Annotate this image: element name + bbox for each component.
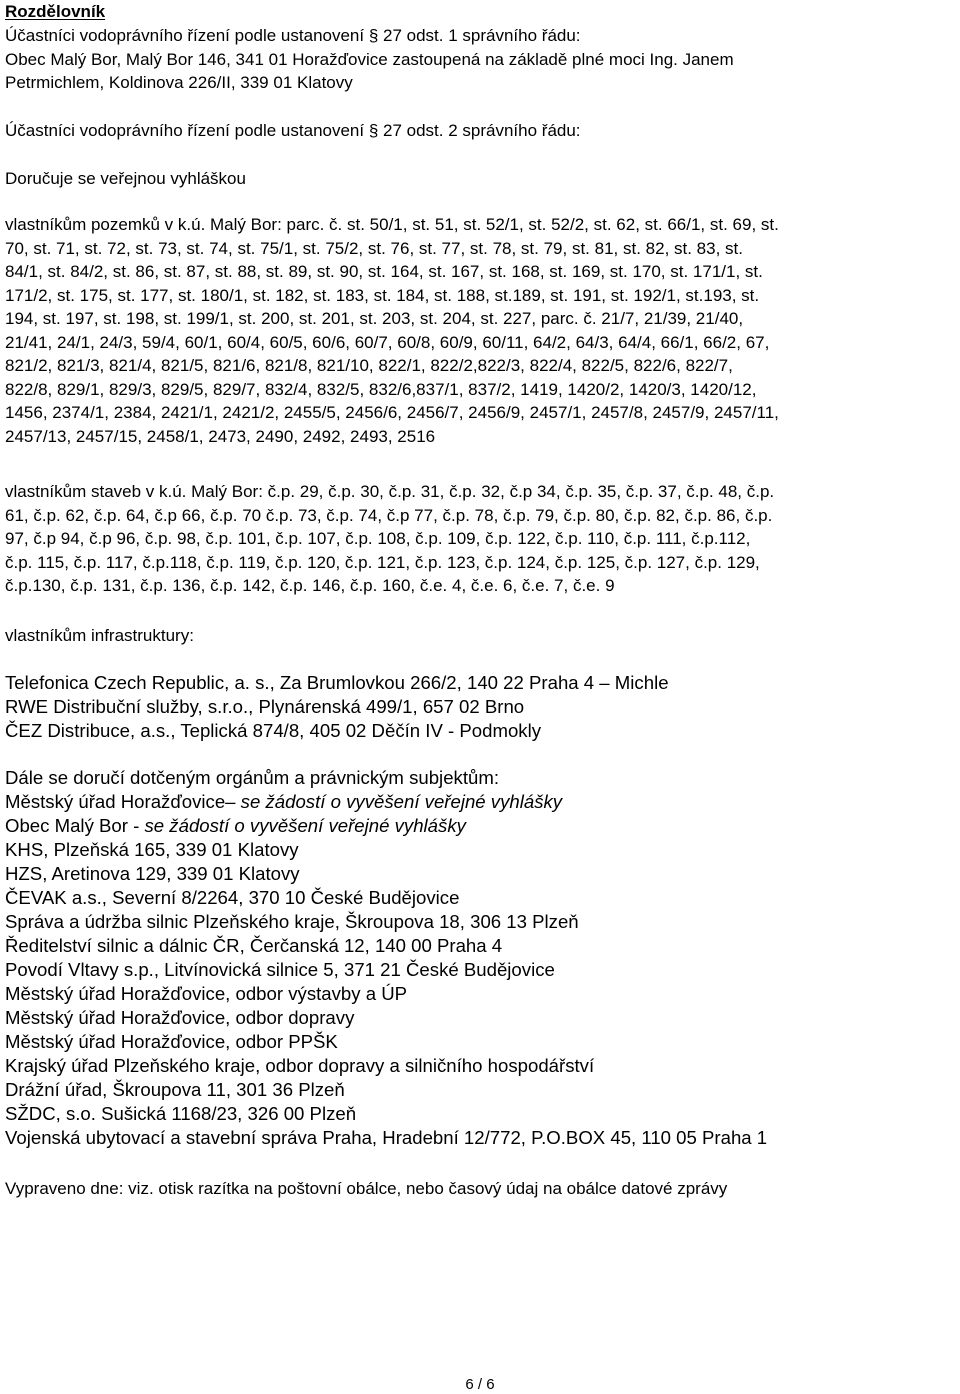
building-line: 61, č.p. 62, č.p. 64, č.p 66, č.p. 70 č.p. 73, č.p. 74, č.p 77, č.p. 78, č.p. 79, č.p. 80, č.p. 82, č.p. 86, č.p. <box>5 505 773 525</box>
infrastructure-owner: Telefonica Czech Republic, a. s., Za Brumlovkou 266/2, 140 22 Praha 4 – Michle <box>5 672 669 693</box>
page-number: 6 / 6 <box>465 1376 495 1393</box>
authority-line: Krajský úřad Plzeňského kraje, odbor dopravy a silničního hospodářství <box>5 1055 595 1076</box>
parcel-line: 1456, 2374/1, 2384, 2421/1, 2421/2, 2455/5, 2456/6, 2456/7, 2456/9, 2457/1, 2457/8, 2457/9, 2457/11, <box>5 403 779 422</box>
authority-line: Vojenská ubytovací a stavební správa Praha, Hradební 12/772, P.O.BOX 45, 110 05 Praha 1 <box>5 1127 768 1148</box>
infrastructure-owner: ČEZ Distribuce, a.s., Teplická 874/8, 405 02 Děčín IV - Podmokly <box>5 720 542 741</box>
infrastructure-owner: RWE Distribuční služby, s.r.o., Plynárenská 499/1, 657 02 Brno <box>5 696 525 717</box>
building-line: vlastníkům staveb v k.ú. Malý Bor: č.p. 29, č.p. 30, č.p. 31, č.p. 32, č.p 34, č.p. 35, č.p. 37, č.p. 48, č.p. <box>5 482 775 501</box>
participants-par1-block <box>5 24 734 95</box>
infrastructure-heading: vlastníkům infrastruktury: <box>5 626 194 645</box>
authority-obec-maly-bor <box>5 814 767 838</box>
heading: Rozdělovník <box>5 2 106 21</box>
parcel-line: 70, st. 71, st. 72, st. 73, st. 74, st. 75/1, st. 75/2, st. 76, st. 77, st. 78, st. 79, st. 81, st. 82, st. 83, st. <box>5 238 743 258</box>
parcel-line: 2457/13, 2457/15, 2458/1, 2473, 2490, 2492, 2493, 2516 <box>5 426 436 446</box>
parcel-line: 84/1, st. 84/2, st. 86, st. 87, st. 88, st. 89, st. 90, st. 164, st. 167, st. 168, st. 169, st. 170, st. 171/1, st. <box>5 262 763 281</box>
authorities-heading: Dále se doručí dotčeným orgánům a právnickým subjektům: <box>5 767 499 788</box>
authority-line: Správa a údržba silnic Plzeňského kraje, Škroupova 18, 306 13 Plzeň <box>5 911 579 932</box>
authority-line: SŽDC, s.o. Sušická 1168/23, 326 00 Plzeň <box>5 1103 357 1124</box>
authority-name: Obec Malý Bor - <box>5 815 145 836</box>
participants-par2-line: Účastníci vodoprávního řízení podle ustanovení § 27 odst. 2 správního řádu: <box>5 121 581 140</box>
authority-line: Městský úřad Horažďovice, odbor dopravy <box>5 1007 355 1028</box>
authority-line: Ředitelství silnic a dálnic ČR, Čerčanská 12, 140 00 Praha 4 <box>5 935 503 956</box>
representative-line: Petrmichlem, Koldinova 226/II, 339 01 Klatovy <box>5 73 353 92</box>
parcel-line: 821/2, 821/3, 821/4, 821/5, 821/6, 821/8, 821/10, 822/1, 822/2,822/3, 822/4, 822/5, 822/6, 822/7, <box>5 356 733 375</box>
building-line: č.p.130, č.p. 131, č.p. 136, č.p. 142, č.p. 146, č.p. 160, č.e. 4, č.e. 6, č.e. 7, č.e. 9 <box>5 576 615 595</box>
building-line: č.p. 115, č.p. 117, č.p.118, č.p. 119, č.p. 120, č.p. 121, č.p. 123, č.p. 124, č.p. 125, č.p. 127, č.p. 129, <box>5 552 760 572</box>
authority-line: Drážní úřad, Škroupova 11, 301 36 Plzeň <box>5 1079 345 1100</box>
authority-line: Městský úřad Horažďovice, odbor výstavby a ÚP <box>5 983 408 1004</box>
parcel-owners-block <box>5 213 779 448</box>
parcel-line: 21/41, 24/1, 24/3, 59/4, 60/1, 60/4, 60/5, 60/6, 60/7, 60/8, 60/9, 60/11, 64/2, 64/3, 64/4, 66/1, 66/2, 67, <box>5 332 770 352</box>
building-line: 97, č.p 94, č.p 96, č.p. 98, č.p. 101, č.p. 107, č.p. 108, č.p. 109, č.p. 122, č.p. 110, č.p. 111, č.p.112, <box>5 529 751 548</box>
participants-par1-line: Účastníci vodoprávního řízení podle ustanovení § 27 odst. 1 správního řádu: <box>5 26 581 45</box>
authority-line: Povodí Vltavy s.p., Litvínovická silnice 5, 371 21 České Budějovice <box>5 959 555 980</box>
parcel-line: 171/2, st. 175, st. 177, st. 180/1, st. 182, st. 183, st. 184, st. 188, st.189, st. 191, st. 192/1, st.193, st. <box>5 285 760 305</box>
authority-mu-horazdovice <box>5 790 767 814</box>
posting-request-note: se žádostí o vyvěšení veřejné vyhlášky <box>144 815 466 836</box>
infrastructure-list <box>5 671 669 743</box>
authority-line: KHS, Plzeňská 165, 339 01 Klatovy <box>5 839 299 860</box>
authorities-block <box>5 766 767 1150</box>
parcel-line: vlastníkům pozemků v k.ú. Malý Bor: parc. č. st. 50/1, st. 51, st. 52/1, st. 52/2, st. 62, st. 66/1, st. 69, st. <box>5 215 779 234</box>
parcel-line: 194, st. 197, st. 198, st. 199/1, st. 200, st. 201, st. 203, st. 204, st. 227, parc. č. 21/7, 21/39, 21/40, <box>5 309 744 328</box>
authority-line: Městský úřad Horažďovice, odbor PPŠK <box>5 1031 338 1052</box>
authority-line: HZS, Aretinova 129, 339 01 Klatovy <box>5 863 300 884</box>
posting-request-note: – se žádostí o vyvěšení veřejné vyhlášky <box>225 791 563 812</box>
building-owners-block <box>5 480 774 598</box>
authority-line: ČEVAK a.s., Severní 8/2264, 370 10 České Budějovice <box>5 887 460 908</box>
delivery-note: Doručuje se veřejnou vyhláškou <box>5 169 246 188</box>
parcel-line: 822/8, 829/1, 829/3, 829/5, 829/7, 832/4, 832/5, 832/6,837/1, 837/2, 1419, 1420/2, 1420/3, 1420/12, <box>5 379 757 399</box>
dispatch-note: Vypraveno dne: viz. otisk razítka na poštovní obálce, nebo časový údaj na obálce datové zprávy <box>5 1179 728 1198</box>
representative-line: Obec Malý Bor, Malý Bor 146, 341 01 Horažďovice zastoupená na základě plné moci Ing. Janem <box>5 49 734 69</box>
authority-name: Městský úřad Horažďovice <box>5 791 226 812</box>
